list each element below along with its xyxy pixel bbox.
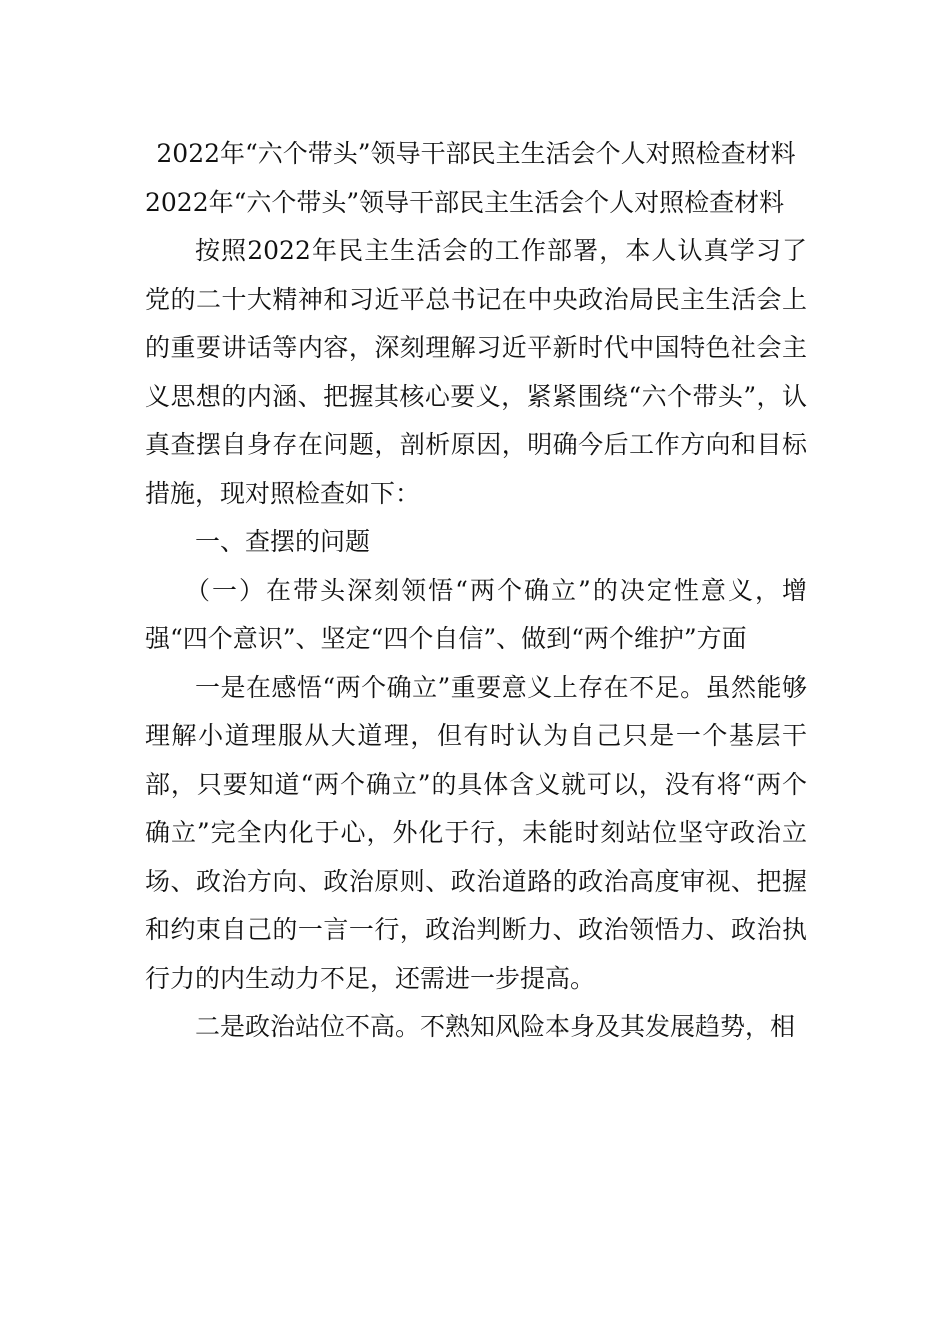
- body-paragraph: 一是在感悟“两个确立”重要意义上存在不足。虽然能够理解小道理服从大道理，但有时认为自己只是一个基层干部，只要知道“两个确立”的具体含义就可以，没有将“两个确立”完全内化于心，外化于行，未能时刻站位坚守政治立场、政治方向、政治原则、政治道路的政治高度审视、把握和约束自己的一言一行，政治判断力、政治领悟力、政治执行力的内生动力不足，还需进一步提高。: [145, 672, 807, 993]
- subsection-heading: （一）在带头深刻领悟“两个确立”的决定性意义，增强“四个意识”、坚定“四个自信”、做到“两个维护”方面: [145, 575, 807, 653]
- document-subtitle: 2022年“六个带头”领导干部民主生活会个人对照检查材料: [145, 187, 785, 217]
- document-body: [145, 130, 807, 1052]
- intro-paragraph: 按照2022年民主生活会的工作部署，本人认真学习了党的二十大精神和习近平总书记在中央政治局民主生活会上的重要讲话等内容，深刻理解习近平新时代中国特色社会主义思想的内涵、把握其核心要义，紧紧围绕“六个带头”，认真查摆自身存在问题，剖析原因，明确今后工作方向和目标措施，现对照检查如下：: [145, 236, 807, 508]
- section-heading: 一、查摆的问题: [195, 527, 371, 556]
- body-paragraph: 二是政治站位不高。不熟知风险本身及其发展趋势，相: [195, 1012, 796, 1041]
- document-title: 2022年“六个带头”领导干部民主生活会个人对照检查材料: [156, 139, 796, 168]
